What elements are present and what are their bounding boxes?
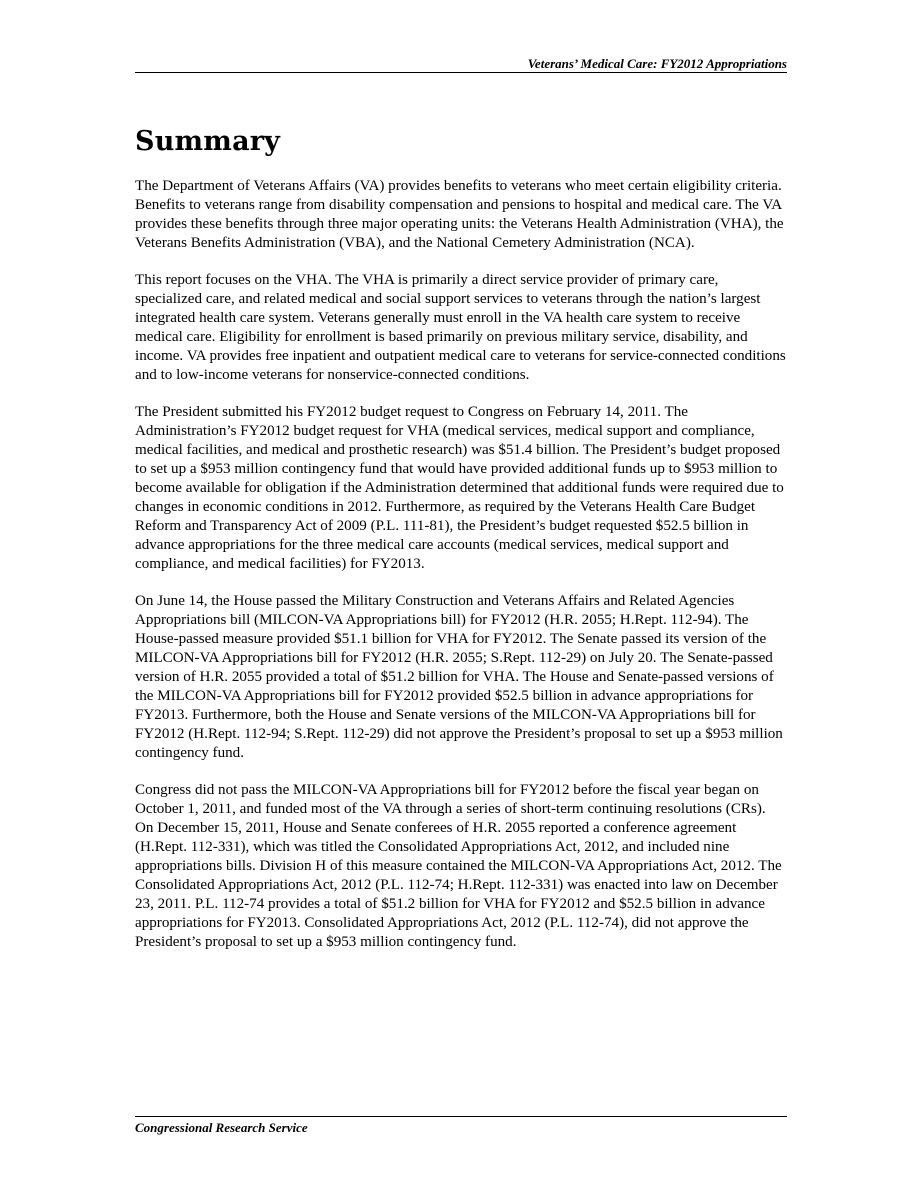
section-heading: Summary [135,126,281,157]
header-divider [135,72,787,73]
running-footer-organization: Congressional Research Service [135,1120,308,1135]
footer-divider [135,1116,787,1117]
paragraph-budget-request: The President submitted his FY2012 budget request to Congress on February 14, 2011. The Administration’s FY2012 budget request for VHA (medical services, medical support and compliance, medical facilities, and medical and prosthetic research) was $51.4 billion. The President’s budget proposed to set up a $953 million contingency fund that would have provided additional funds up to $953 million to become available for obligation if the Administration determined that additional funds were required due to changes in economic conditions in 2012. Furthermore, as required by the Veterans Health Care Budget Reform and Transparency Act of 2009 (P.L. 111-81), the President’s budget requested $52.5 billion in advance appropriations for the three medical care accounts (medical services, medical support and compliance, and medical facilities) for FY2013. [135,404,784,572]
summary-body [135,177,787,970]
paragraph-house-senate: On June 14, the House passed the Military Construction and Veterans Affairs and Related Agencies Appropriations bill (MILCON-VA Appropriations bill) for FY2012 (H.R. 2055; H.Rept. 112-94). The House-passed measure provided $51.1 billion for VHA for FY2012. The Senate passed its version of the MILCON-VA Appropriations bill for FY2012 (H.R. 2055; S.Rept. 112-29) on July 20. The Senate-passed version of H.R. 2055 provided a total of $51.2 billion for VHA. The House and Senate-passed versions of the MILCON-VA Appropriations bill for FY2012 provided $52.5 billion in advance appropriations for FY2013. Furthermore, both the House and Senate versions of the MILCON-VA Appropriations bill for FY2012 (H.Rept. 112-94; S.Rept. 112-29) did not approve the President’s proposal to set up a $953 million contingency fund. [135,593,783,761]
paragraph-enactment: Congress did not pass the MILCON-VA Appropriations bill for FY2012 before the fiscal year began on October 1, 2011, and funded most of the VA through a series of short-term continuing resolutions (CRs). On December 15, 2011, House and Senate conferees of H.R. 2055 reported a conference agreement (H.Rept. 112-331), which was titled the Consolidated Appropriations Act, 2012, and included nine appropriations bills. Division H of this measure contained the MILCON-VA Appropriations Act, 2012. The Consolidated Appropriations Act, 2012 (P.L. 112-74; H.Rept. 112-331) was enacted into law on December 23, 2011. P.L. 112-74 provides a total of $51.2 billion for VHA for FY2012 and $52.5 billion in advance appropriations for FY2013. Consolidated Appropriations Act, 2012 (P.L. 112-74), did not approve the President’s proposal to set up a $953 million contingency fund. [135,782,782,950]
paragraph-vha-focus: This report focuses on the VHA. The VHA is primarily a direct service provider of primary care, specialized care, and related medical and social support services to veterans through the nation’s largest integrated health care system. Veterans generally must enroll in the VA health care system to receive medical care. Eligibility for enrollment is based primarily on previous military service, disability, and income. VA provides free inpatient and outpatient medical care to veterans for service-connected conditions and to low-income veterans for nonservice-connected conditions. [135,272,786,383]
paragraph-overview: The Department of Veterans Affairs (VA) provides benefits to veterans who meet certain eligibility criteria. Benefits to veterans range from disability compensation and pensions to hospital and medical care. The VA provides these benefits through three major operating units: the Veterans Health Administration (VHA), the Veterans Benefits Administration (VBA), and the National Cemetery Administration (NCA). [135,178,784,251]
running-header-title: Veterans’ Medical Care: FY2012 Appropriations [527,56,787,71]
